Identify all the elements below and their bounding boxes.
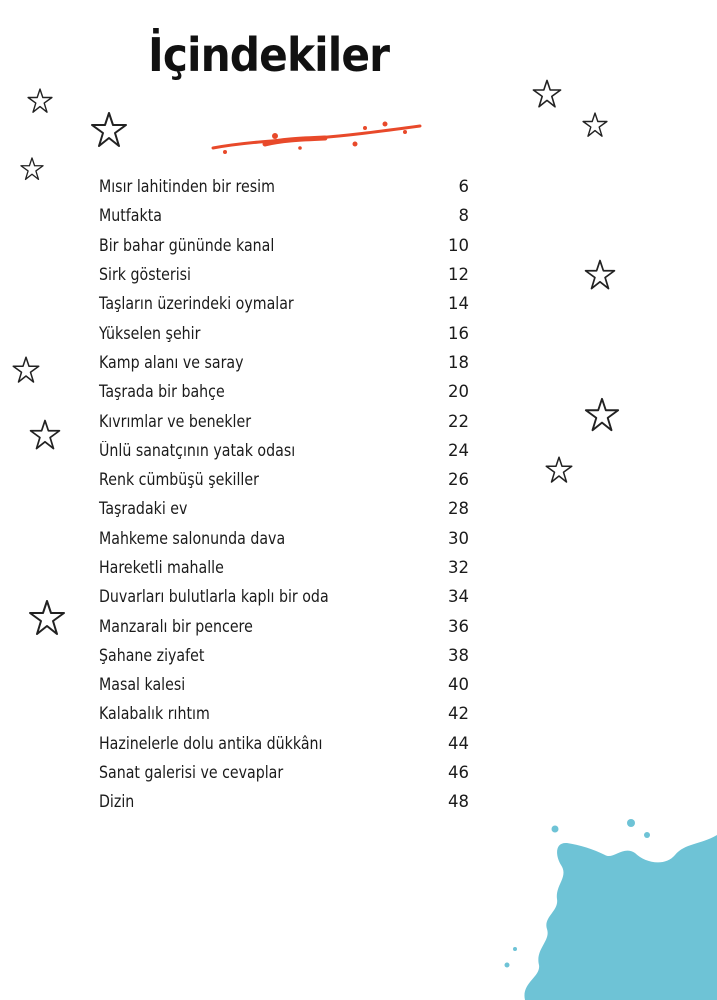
- star-icon: [580, 111, 610, 139]
- star-icon: [10, 355, 42, 385]
- star-icon: [582, 258, 618, 292]
- toc-entry-title: Yükselen şehir: [99, 323, 201, 343]
- toc-entry[interactable]: [99, 670, 469, 699]
- toc-entry-page: 48: [448, 792, 469, 812]
- toc-entry-page: 40: [448, 675, 469, 695]
- toc-entry-page: 38: [448, 645, 469, 665]
- toc-entry[interactable]: [99, 494, 469, 523]
- toc-entry[interactable]: [99, 289, 469, 318]
- toc-entry-title: Kıvrımlar ve benekler: [99, 411, 252, 431]
- toc-entry-page: 36: [448, 616, 469, 636]
- star-icon: [582, 396, 622, 434]
- red-paint-splash: [205, 118, 430, 158]
- toc-entry-page: 18: [448, 352, 469, 372]
- toc-entry-title: Sirk gösterisi: [99, 265, 192, 285]
- toc-entry-title: Sanat galerisi ve cevaplar: [99, 763, 284, 783]
- toc-entry-page: 20: [448, 382, 469, 402]
- toc-entry-page: 10: [448, 235, 469, 255]
- star-icon: [530, 78, 564, 110]
- toc-entry[interactable]: [99, 787, 469, 816]
- toc-entry[interactable]: [99, 729, 469, 758]
- toc-entry-title: Kamp alanı ve saray: [99, 352, 244, 372]
- star-icon: [88, 110, 130, 150]
- toc-entry-title: Mısır lahitinden bir resim: [99, 177, 275, 197]
- toc-entry[interactable]: [99, 611, 469, 640]
- toc-entry[interactable]: [99, 553, 469, 582]
- toc-entry-title: Şahane ziyafet: [99, 645, 205, 665]
- toc-entry-page: 24: [448, 440, 469, 460]
- toc-entry-page: 44: [448, 733, 469, 753]
- toc-entry-title: Taşların üzerindeki oymalar: [99, 294, 294, 314]
- toc-entry-title: Kalabalık rıhtım: [99, 704, 210, 724]
- star-icon: [28, 418, 62, 452]
- toc-entry[interactable]: [99, 582, 469, 611]
- toc-entry-page: 42: [448, 704, 469, 724]
- toc-entry-page: 12: [448, 265, 469, 285]
- toc-entry[interactable]: [99, 260, 469, 289]
- toc-entry[interactable]: [99, 318, 469, 347]
- toc-entry[interactable]: [99, 172, 469, 201]
- toc-entry-page: 30: [448, 528, 469, 548]
- toc-entry[interactable]: [99, 231, 469, 260]
- toc-entry-page: 26: [448, 470, 469, 490]
- star-icon: [543, 455, 575, 485]
- table-of-contents: [99, 172, 469, 817]
- toc-entry-title: Bir bahar gününde kanal: [99, 235, 275, 255]
- toc-entry[interactable]: [99, 406, 469, 435]
- toc-entry-title: Hareketli mahalle: [99, 558, 224, 577]
- toc-entry-page: 28: [448, 499, 469, 519]
- toc-entry[interactable]: [99, 377, 469, 406]
- toc-entry-page: 6: [458, 177, 469, 197]
- toc-entry-title: Mutfakta: [99, 206, 162, 226]
- toc-entry[interactable]: [99, 524, 469, 553]
- toc-entry-title: Manzaralı bir pencere: [99, 616, 253, 636]
- toc-entry-title: Dizin: [99, 792, 135, 812]
- toc-entry-title: Masal kalesi: [99, 675, 186, 695]
- toc-entry-page: 46: [448, 763, 469, 783]
- toc-entry-title: Ünlü sanatçının yatak odası: [99, 440, 296, 460]
- toc-entry[interactable]: [99, 641, 469, 670]
- toc-entry-page: 22: [448, 411, 469, 431]
- toc-entry-page: 14: [448, 294, 469, 314]
- star-icon: [25, 87, 55, 115]
- toc-entry-title: Duvarları bulutlarla kaplı bir oda: [99, 587, 329, 607]
- toc-entry-page: 32: [448, 558, 469, 577]
- star-icon: [26, 598, 68, 638]
- blue-paint-splat: [495, 815, 717, 1000]
- toc-entry[interactable]: [99, 436, 469, 465]
- toc-entry[interactable]: [99, 201, 469, 230]
- toc-entry[interactable]: [99, 465, 469, 494]
- toc-entry[interactable]: [99, 758, 469, 787]
- toc-entry-title: Taşrada bir bahçe: [99, 382, 225, 402]
- toc-entry-title: Taşradaki ev: [99, 499, 188, 519]
- toc-entry-page: 16: [448, 323, 469, 343]
- toc-entry-title: Renk cümbüşü şekiller: [99, 470, 259, 490]
- toc-entry-title: Hazinelerle dolu antika dükkânı: [99, 733, 323, 753]
- toc-entry[interactable]: [99, 699, 469, 728]
- page-title: İçindekiler: [148, 28, 390, 82]
- toc-entry-title: Mahkeme salonunda dava: [99, 528, 286, 548]
- star-icon: [18, 156, 46, 182]
- toc-entry[interactable]: [99, 348, 469, 377]
- toc-entry-page: 8: [458, 206, 469, 226]
- toc-entry-page: 34: [448, 587, 469, 607]
